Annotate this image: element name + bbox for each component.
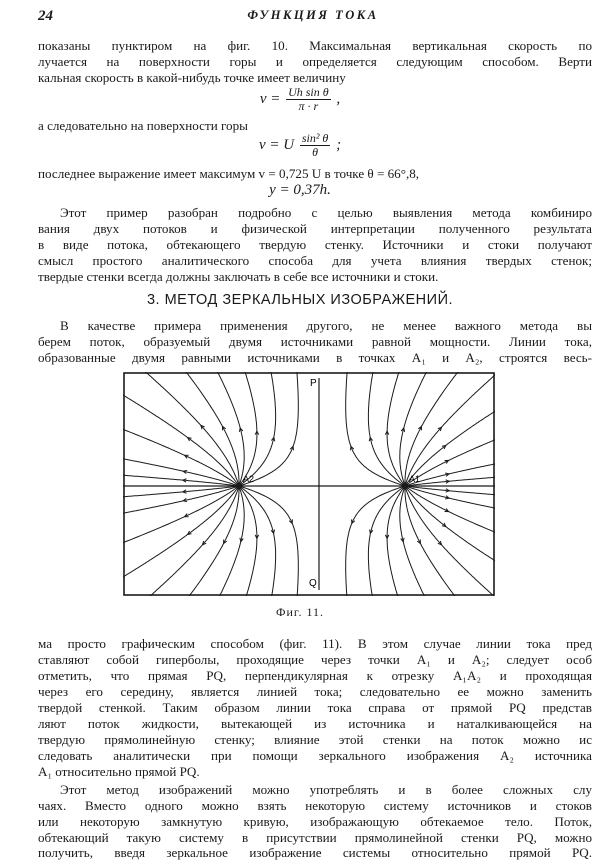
- text-line: отметить, что прямая PQ, перпендикулярная к отрезку A₁A₂ и проходящая: [38, 668, 592, 683]
- formula-result: y = 0,37h.: [269, 182, 331, 198]
- figure-frame: [124, 373, 494, 595]
- label-a2: A2: [243, 474, 255, 484]
- text-line: следовать аналитически при помощи зеркального изображения A₂ источника: [38, 748, 592, 763]
- text-line: через его середину, является линией тока; следовательно ее можно заменить: [38, 684, 592, 699]
- text-line: в виде потока, обтекающего твердую стенку. Источники и стоки получают: [38, 237, 592, 252]
- running-head: ФУНКЦИЯ ТОКА: [247, 8, 379, 22]
- section-heading: 3. МЕТОД ЗЕРКАЛЬНЫХ ИЗОБРАЖЕНИЙ.: [146, 292, 454, 308]
- text-line: смысл простого аналитического способа для учета влияния твердых стенок;: [38, 253, 592, 268]
- text-line: лучается на поверхности горы и определяется следующим способом. Верти: [38, 54, 592, 69]
- fraction-denominator: π · r: [298, 99, 319, 113]
- formula-tail: ;: [332, 136, 342, 153]
- text-line: а следовательно на поверхности горы: [38, 118, 248, 133]
- streamline: [123, 486, 239, 579]
- text-line: последнее выражение имеет максимум v = 0,725 U в точке θ = 66°,8,: [38, 166, 420, 181]
- formula-tail: ,: [332, 90, 341, 107]
- streamline: [405, 486, 495, 509]
- page-number: 24: [38, 8, 53, 24]
- streamline: [123, 458, 239, 486]
- text-line: твердые стенки всегда должны заключать в себе все источники и стоки.: [38, 269, 439, 284]
- text-line: Этот пример разобран подробно с целью выявления метода комбиниро: [60, 205, 592, 220]
- figure-streamlines: [123, 372, 495, 596]
- fraction-numerator: sin² θ: [301, 131, 329, 145]
- text-line: обтекающий такую систему в присутствии прямолинейной стенки PQ, можно: [38, 830, 592, 845]
- text-line: получить, введя зеркальное изображение системы относительно прямой PQ.: [38, 845, 592, 860]
- text-line: Этот метод изображений можно употреблять и в более сложных слу: [60, 782, 592, 797]
- text-line: или некоторую замкнутую кривую, изображающую обтекаемое тело. Поток,: [38, 814, 592, 829]
- streamline: [405, 486, 495, 562]
- source-a2-point: [236, 483, 242, 489]
- streamline: [123, 486, 239, 514]
- streamline: [123, 428, 239, 486]
- formula-lhs: v =: [259, 90, 285, 107]
- text-line: В качестве примера применения другого, не менее важного метода вы: [60, 318, 592, 333]
- streamline: [239, 372, 298, 486]
- streamline: [346, 372, 405, 486]
- formula-surface-velocity: [0, 132, 600, 159]
- formula-velocity: [0, 86, 600, 113]
- text-line: твердую прямолинейную стенку; влияние этой стенки на поток можно ис: [38, 732, 592, 747]
- fraction-numerator: Uh sin θ: [288, 85, 329, 99]
- figure-caption: Фиг. 11.: [275, 605, 325, 619]
- streamline: [346, 486, 405, 596]
- label-p: P: [310, 378, 317, 389]
- label-a1: A1: [409, 474, 421, 484]
- text-line: A₁ относительно прямой PQ.: [38, 764, 200, 779]
- text-line: показаны пунктиром на фиг. 10. Максимальная вертикальная скорость по: [38, 38, 592, 53]
- text-line: ставляют собой гиперболы, проходящие через точки A₁ и A₂; следует особ: [38, 652, 592, 667]
- text-line: образованные двумя равными источниками в точках A₁ и A₂, строятся весь-: [38, 350, 592, 365]
- formula-lhs: v = U: [258, 136, 298, 153]
- text-line: ляют поток жидкости, вытекающей из источника и наталкивающейся на: [38, 716, 592, 731]
- streamline: [123, 486, 239, 544]
- streamline: [123, 393, 239, 486]
- source-a1-point: [402, 483, 408, 489]
- text-line: кальная скорость в какой-нибудь точке имеет величину: [38, 70, 346, 85]
- text-line: вания двух потоков и физической интерпретации полученного результата: [38, 221, 592, 236]
- text-line: твердой стенкой. Таким образом линии тока справа от прямой PQ представ: [38, 700, 592, 715]
- label-q: Q: [309, 578, 317, 589]
- text-line: чаях. Вместо одного можно взять некоторую систему источников и стоков: [38, 798, 592, 813]
- streamline-diagram: [123, 372, 495, 596]
- fraction: [286, 86, 331, 113]
- fraction: [300, 132, 331, 159]
- page-header: [38, 8, 588, 28]
- text-line: берем поток, образуемый двумя источниками равной мощности. Линии тока,: [38, 334, 592, 349]
- streamline: [239, 486, 298, 596]
- text-line: ма просто графическим способом (фиг. 11). В этом случае линии тока пред: [38, 636, 592, 651]
- fraction-denominator: θ: [312, 145, 319, 159]
